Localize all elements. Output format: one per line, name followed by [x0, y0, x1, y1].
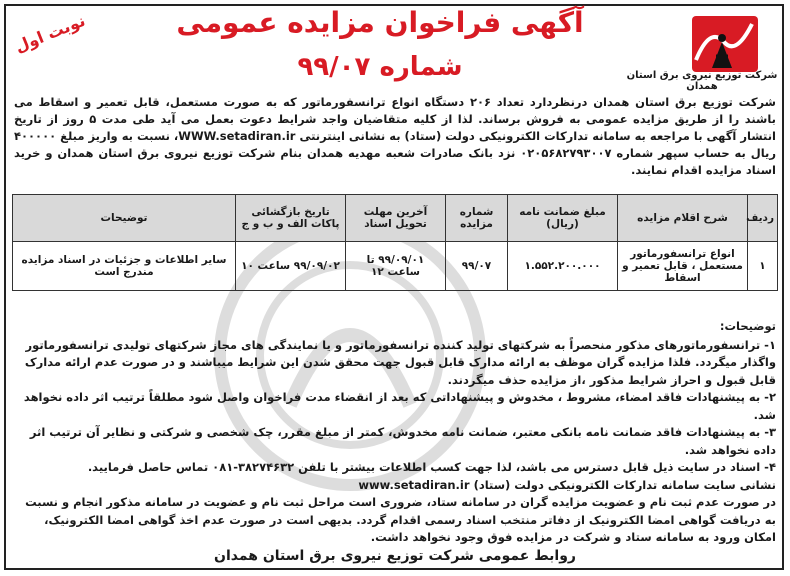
note-item: ۴- اسناد در سایت ذیل قابل دسترس می باشد، لذا جهت کسب اطلاعات بیشتر با تلفن ۳۸۲۷۴۶۳۲-۰۸۱ تماس حاصل فرمایید. [87, 460, 776, 474]
cell-guarantee: ۱.۵۵۲.۲۰۰.۰۰۰ [508, 242, 618, 291]
final-paragraph: در صورت عدم ثبت نام و عضویت مزایده گران در سامانه ستاد، ضروری است مراحل ثبت نام و عضویت در سامانه مذکور انجام و نسبت به دریافت گواهی امضا الکترونیک از دفاتر منتخب اسناد رسمی اقدام گردد. بدیهی است در صورت عدم اخذ گواهی امضا الکترونیک، امکان ورود به سامانه ستاد و شرکت در مزایده فوق وجود نخواهد داشت. [25, 495, 776, 544]
footer-signature: روابط عمومی شرکت توزیع نیروی برق استان همدان [214, 548, 576, 564]
company-caption: شرکت توزیع نیروی برق استان همدان [626, 70, 778, 92]
cell-row-number: ۱ [748, 242, 778, 291]
cell-description: انواع ترانسفورماتور مستعمل ، قابل تعمیر و اسقاط [618, 242, 748, 291]
col-header-description: شرح اقلام مزایده [618, 195, 748, 242]
col-header-row-number: ردیف [748, 195, 778, 242]
auction-table [12, 194, 778, 291]
notes-heading: توضیحات: [719, 319, 776, 333]
note-item: ۱- ترانسفورماتورهای مذکور منحصراً به شرکتهای تولید کننده ترانسفورماتور و یا نمایندگی های مجاز شرکتهای تولیدی ترانسفورماتور واگذار میگردد. فلذا مزایده گران موظف به ارائه مدارک قابل قبول جهت محقق شدن این شرایط میباشند و در صورت عدم ارائه مدارک قابل قبول و احراز شرایط مذکور ،از مزایده حذف میگردند. [24, 337, 776, 387]
table-row [13, 242, 778, 291]
cell-opening-date: ۹۹/۰۹/۰۲ ساعت ۱۰ [236, 242, 346, 291]
cell-deadline: ۹۹/۰۹/۰۱ تا ساعت ۱۲ [346, 242, 446, 291]
intro-paragraph: شرکت توزیع برق استان همدان درنظردارد تعداد ۲۰۶ دستگاه انواع ترانسفورماتور که به صورت مستعمل، قابل تعمیر و اسقاط می باشند را از طریق مزایده عمومی به فروش برساند. لذا از کلیه متقاضیان واجد شرایط دعوت بعمل می آید طی مدت ۵ روز از تاریخ انتشار آگهی با مراجعه به سامانه تدارکات الکترونیکی دولت (ستاد) به نشانی اینترنتی WWW.setadiran.ir، نسبت به واریز مبلغ ۴۰۰۰۰۰ ریال به حساب سپهر شماره ۰۲۰۵۶۸۲۷۹۳۰۰۷ نزد بانک صادرات شعبه مهدیه همدان بنام شرکت توزیع نیروی برق استان همدان و خرید اسناد مزایده اقدام نمایند. [14, 95, 776, 177]
table-header-row [13, 195, 778, 242]
site-label: نشانی سایت سامانه تدارکات الکترونیکی دولت (ستاد) [473, 477, 776, 492]
notes-section [14, 318, 776, 547]
col-header-deadline: آخرین مهلت تحویل اسناد [346, 195, 446, 242]
site-line [14, 477, 776, 495]
col-header-notes: توضیحات [13, 195, 236, 242]
turn-label: نوبت اول [12, 10, 88, 57]
notice-number: شماره ۹۹/۰۷ [297, 52, 463, 82]
col-header-guarantee: مبلغ ضمانت نامه (ریال) [508, 195, 618, 242]
cell-notes: سایر اطلاعات و جزئیات در اسناد مزایده مندرج است [13, 242, 236, 291]
col-header-opening-date: تاریخ بازگشائی پاکات الف و ب و ج [236, 195, 346, 242]
note-item: ۲- به پیشنهادات فاقد امضاء، مشروط ، مخدوش و پیشنهاداتی که بعد از انقضاء مدت فراخوان واصل شود مطلقاً ترتیب اثر داده نخواهد شد. [23, 390, 776, 422]
site-url-link[interactable]: www.setadiran.ir [358, 477, 470, 492]
col-header-auction-number: شماره مزایده [446, 195, 508, 242]
note-item: ۳- به پیشنهادات فاقد ضمانت نامه بانکی معتبر، ضمانت نامه مخدوش، کمتر از مبلغ مقرر، چک شخصی و شرکتی و نظایر آن ترتیب اثر داده نخواهد شد. [29, 425, 776, 457]
cell-auction-number: ۹۹/۰۷ [446, 242, 508, 291]
notice-title: آگهی فراخوان مزایده عمومی [176, 6, 584, 39]
